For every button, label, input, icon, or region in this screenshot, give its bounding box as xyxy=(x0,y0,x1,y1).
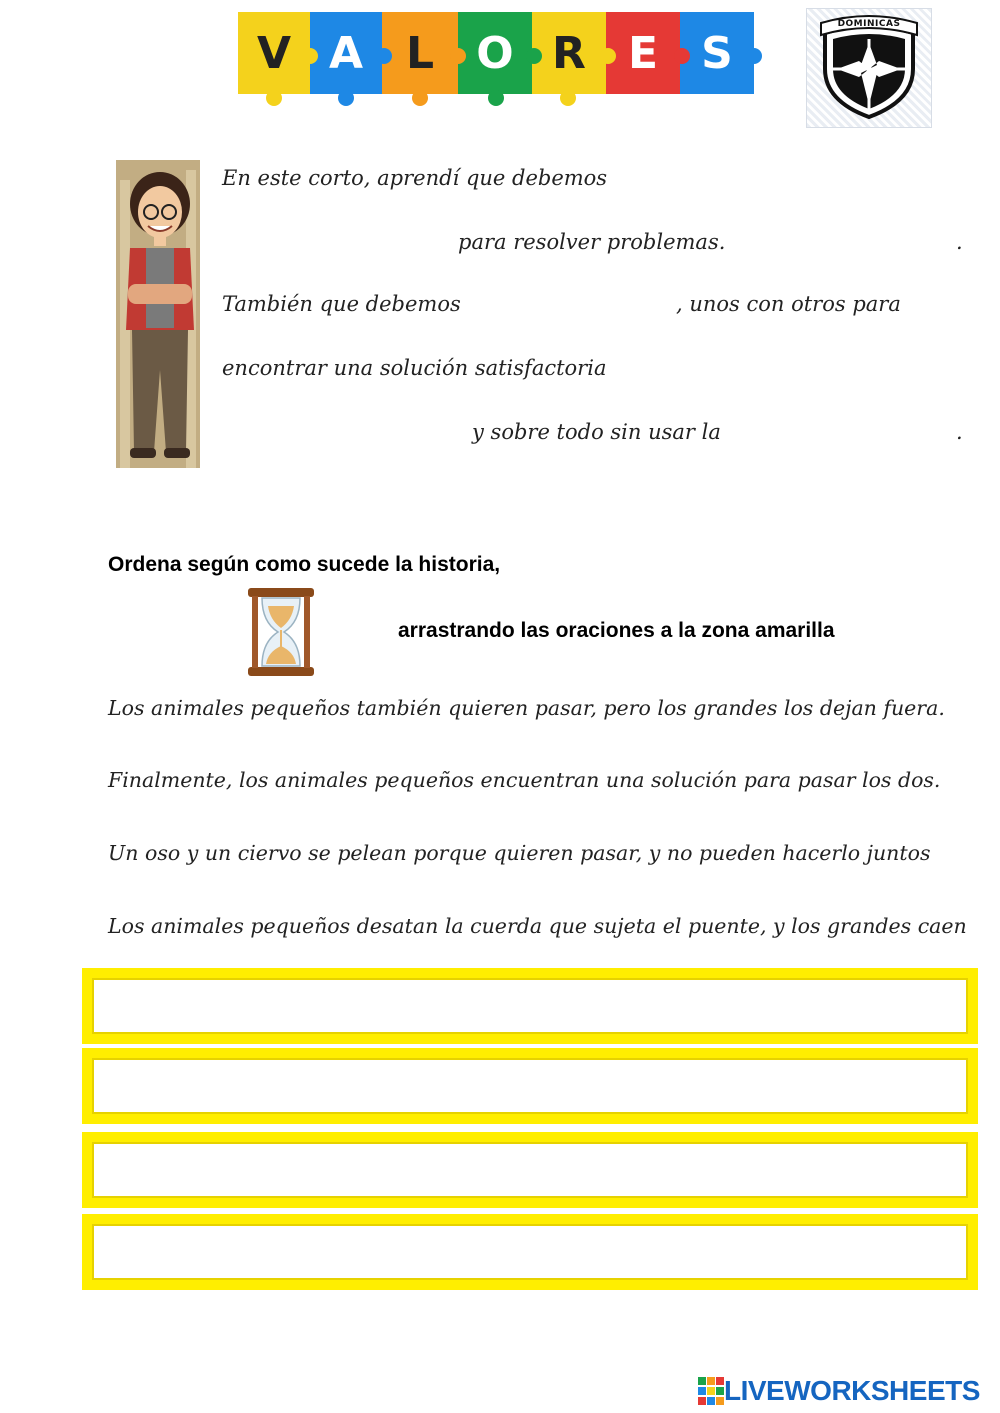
paragraph-line-5-end: . xyxy=(956,420,963,444)
banner-piece-6: E xyxy=(606,12,680,94)
draggable-sentence-2[interactable]: Finalmente, los animales pequeños encuentran una solución para pasar los dos. xyxy=(108,768,941,792)
blank-field-3[interactable] xyxy=(712,228,952,258)
drop-zone-3[interactable] xyxy=(82,1132,978,1208)
drop-zone-4[interactable] xyxy=(82,1214,978,1290)
hourglass-icon xyxy=(244,586,318,678)
banner-piece-7: S xyxy=(680,12,754,94)
paragraph-line-4: encontrar una solución satisfactoria xyxy=(222,356,607,380)
paragraph-line-2-end: . xyxy=(956,230,963,254)
valores-banner xyxy=(238,12,754,108)
blank-field-6[interactable] xyxy=(222,418,462,448)
cartoon-boy-image xyxy=(116,160,200,468)
draggable-sentence-1[interactable]: Los animales pequeños también quieren pasar, pero los grandes los dejan fuera. xyxy=(108,696,945,720)
paragraph-line-3b: , unos con otros para xyxy=(676,292,901,316)
banner-piece-3: L xyxy=(382,12,458,94)
banner-piece-4: O xyxy=(458,12,532,94)
dominicas-shield-logo xyxy=(806,8,932,128)
instruction-subheading: arrastrando las oraciones a la zona amarilla xyxy=(398,619,835,642)
drop-zone-1[interactable] xyxy=(82,968,978,1044)
paragraph-line-5: y sobre todo sin usar la xyxy=(472,420,721,444)
draggable-sentence-4[interactable]: Los animales pequeños desatan la cuerda que sujeta el puente, y los grandes caen xyxy=(108,914,967,938)
shield-label: DOMINICAS xyxy=(837,19,901,29)
drop-zone-2[interactable] xyxy=(82,1048,978,1124)
banner-piece-2: A xyxy=(310,12,382,94)
liveworksheets-brand: LIVEWORKSHEETS xyxy=(724,1375,980,1406)
banner-piece-1: V xyxy=(238,12,310,94)
liveworksheets-logo[interactable] xyxy=(698,1376,980,1406)
paragraph-line-3a: También que debemos xyxy=(222,292,461,316)
blank-field-5[interactable] xyxy=(592,354,962,384)
blank-field-1[interactable] xyxy=(612,164,962,194)
paragraph-line-2: para resolver problemas. xyxy=(458,230,726,254)
banner-piece-5: R xyxy=(532,12,606,94)
blank-field-4[interactable] xyxy=(452,290,672,320)
blank-field-2[interactable] xyxy=(222,228,448,258)
draggable-sentence-3[interactable]: Un oso y un ciervo se pelean porque quieren pasar, y no pueden hacerlo juntos xyxy=(108,841,931,865)
blank-field-7[interactable] xyxy=(724,418,952,448)
liveworksheets-icon xyxy=(698,1377,724,1405)
instruction-heading: Ordena según como sucede la historia, xyxy=(108,553,501,576)
paragraph-line-1: En este corto, aprendí que debemos xyxy=(222,166,608,190)
